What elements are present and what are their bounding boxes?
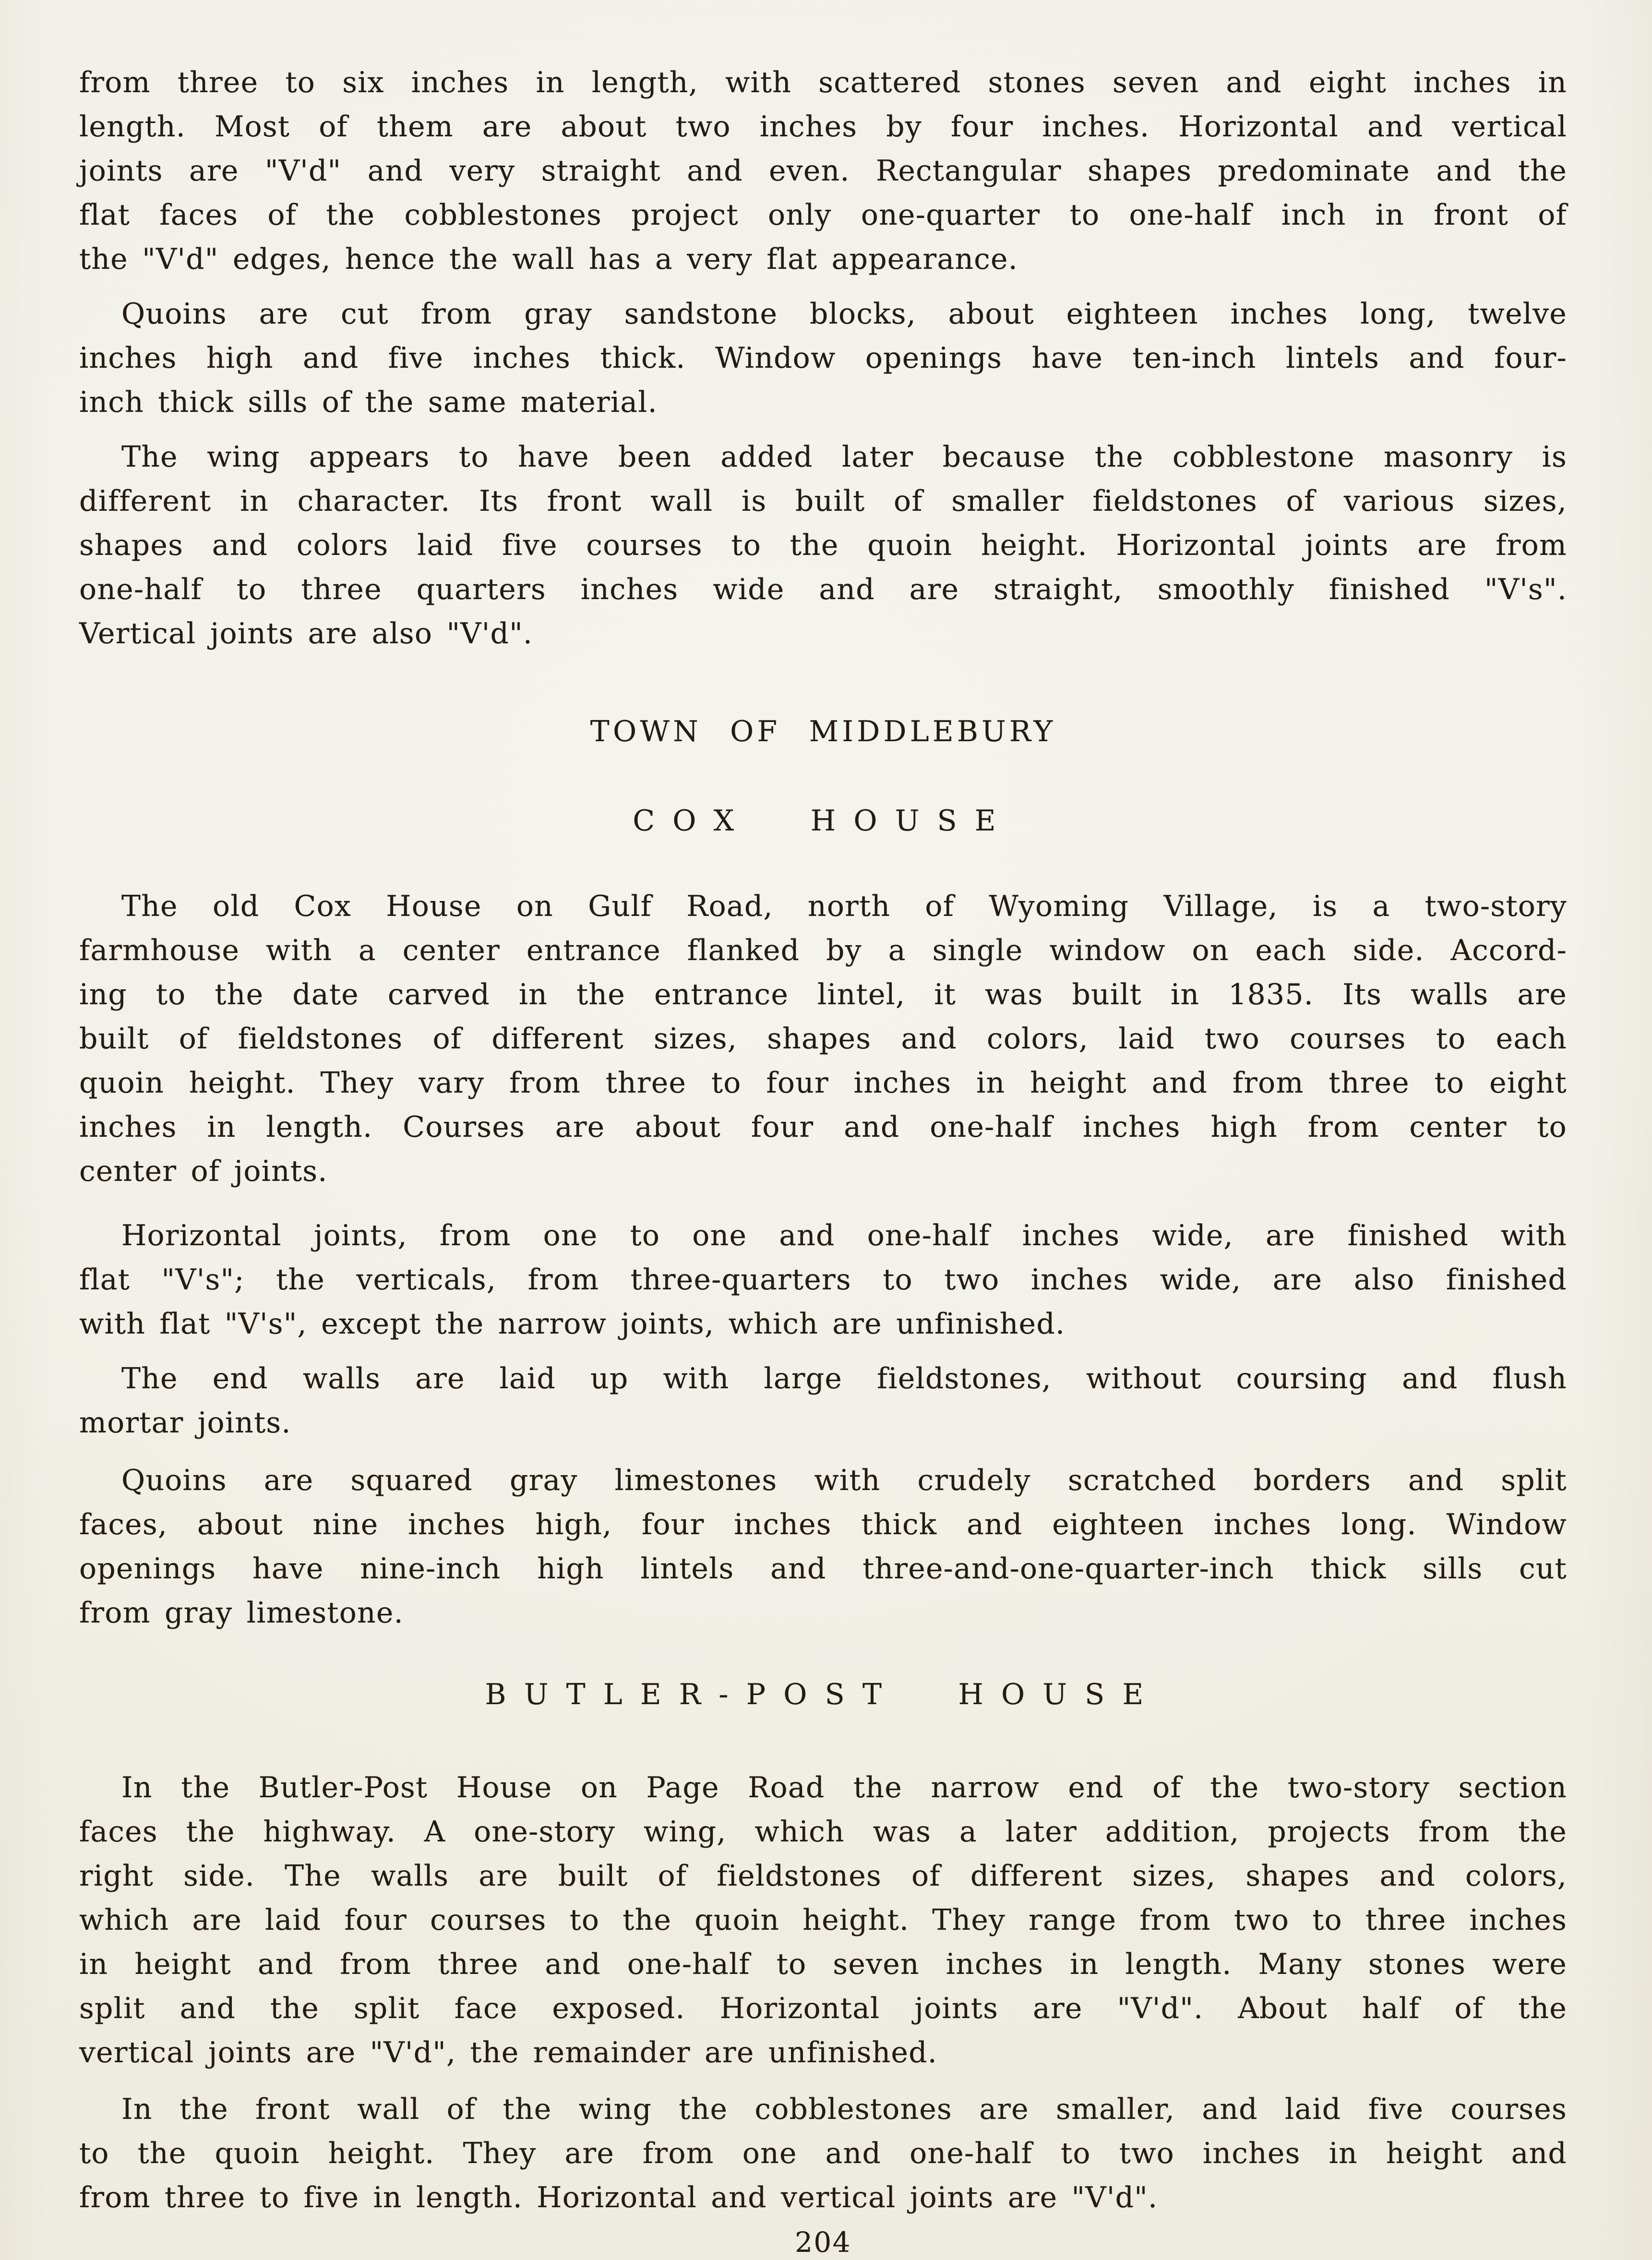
text-line: flat faces of the cobblestones project only one-quarter to one-half inch in front of [79, 198, 1567, 232]
text-line: inches in length. Courses are about four and one-half inches high from center to [79, 1110, 1567, 1144]
text-line: quoin height. They vary from three to four inches in height and from three to eight [79, 1066, 1567, 1100]
text-line: the "V'd" edges, hence the wall has a very flat appearance. [79, 242, 1018, 276]
paragraph [79, 884, 1567, 1193]
text-line: to the quoin height. They are from one and one-half to two inches in height and [79, 2137, 1567, 2170]
text-line: center of joints. [79, 1154, 328, 1188]
text-line: Vertical joints are also "V'd". [79, 617, 533, 650]
text-line: The end walls are laid up with large fieldstones, without coursing and flush [121, 1362, 1567, 1395]
butler-post-house-heading: BUTLER-POST HOUSE [485, 1678, 1161, 1711]
text-line: ing to the date carved in the entrance lintel, it was built in 1835. Its walls are [79, 978, 1567, 1011]
text-line: with flat "V's", except the narrow joints, which are unfinished. [79, 1307, 1065, 1341]
town-section-heading: TOWN OF MIDDLEBURY [590, 715, 1056, 748]
text-line: mortar joints. [79, 1406, 291, 1440]
text-line: openings have nine-inch high lintels and three-and-one-quarter-inch thick sills cut [79, 1552, 1567, 1586]
paragraph [79, 2087, 1567, 2220]
paragraph [79, 435, 1567, 656]
paragraph [79, 1766, 1567, 2075]
text-line: vertical joints are "V'd", the remainder are unfinished. [79, 2036, 938, 2069]
text-line: flat "V's"; the verticals, from three-quarters to two inches wide, are also finished [79, 1263, 1567, 1297]
text-line: built of fieldstones of different sizes, shapes and colors, laid two courses to each [79, 1022, 1567, 1056]
text-line: length. Most of them are about two inches by four inches. Horizontal and vertical [79, 110, 1567, 144]
text-line: Horizontal joints, from one to one and one-half inches wide, are finished with [121, 1219, 1567, 1252]
paragraph [79, 1357, 1567, 1445]
text-line: Quoins are squared gray limestones with crudely scratched borders and split [121, 1464, 1567, 1497]
page-number: 204 [795, 2226, 851, 2259]
text-line: different in character. Its front wall is built of smaller fieldstones of various sizes, [79, 484, 1567, 518]
text-line: right side. The walls are built of fieldstones of different sizes, shapes and colors, [79, 1859, 1567, 1893]
text-line: in height and from three and one-half to seven inches in length. Many stones were [79, 1947, 1567, 1981]
text-line: from three to six inches in length, with scattered stones seven and eight inches in [79, 66, 1567, 99]
text-line: which are laid four courses to the quoin height. They range from two to three inches [79, 1903, 1567, 1937]
text-line: shapes and colors laid five courses to the quoin height. Horizontal joints are from [79, 529, 1567, 562]
text-line: inches high and five inches thick. Window openings have ten-inch lintels and four- [79, 341, 1567, 375]
text-line: faces the highway. A one-story wing, which was a later addition, projects from the [79, 1815, 1567, 1849]
paragraph [79, 292, 1567, 424]
paragraph [79, 1458, 1567, 1635]
paragraph [79, 1214, 1567, 1346]
text-line: In the front wall of the wing the cobblestones are smaller, and laid five courses [121, 2092, 1567, 2126]
text-line: from gray limestone. [79, 1596, 404, 1630]
cox-house-heading: COX HOUSE [633, 804, 1014, 838]
text-line: Quoins are cut from gray sandstone blocks, about eighteen inches long, twelve [121, 297, 1567, 331]
text-line: split and the split face exposed. Horizontal joints are "V'd". About half of the [79, 1992, 1567, 2025]
text-line: In the Butler-Post House on Page Road the narrow end of the two-story section [121, 1771, 1567, 1804]
paragraph-continuation [79, 60, 1567, 281]
text-line: The old Cox House on Gulf Road, north of Wyoming Village, is a two-story [121, 890, 1567, 923]
text-line: The wing appears to have been added later because the cobblestone masonry is [121, 440, 1567, 474]
text-line: one-half to three quarters inches wide and are straight, smoothly finished "V's". [79, 573, 1567, 606]
text-line: faces, about nine inches high, four inches thick and eighteen inches long. Window [79, 1508, 1567, 1541]
text-line: joints are "V'd" and very straight and even. Rectangular shapes predominate and the [79, 154, 1567, 188]
text-line: farmhouse with a center entrance flanked by a single window on each side. Accord- [79, 934, 1567, 967]
text-line: from three to five in length. Horizontal and vertical joints are "V'd". [79, 2181, 1158, 2214]
text-line: inch thick sills of the same material. [79, 385, 658, 419]
